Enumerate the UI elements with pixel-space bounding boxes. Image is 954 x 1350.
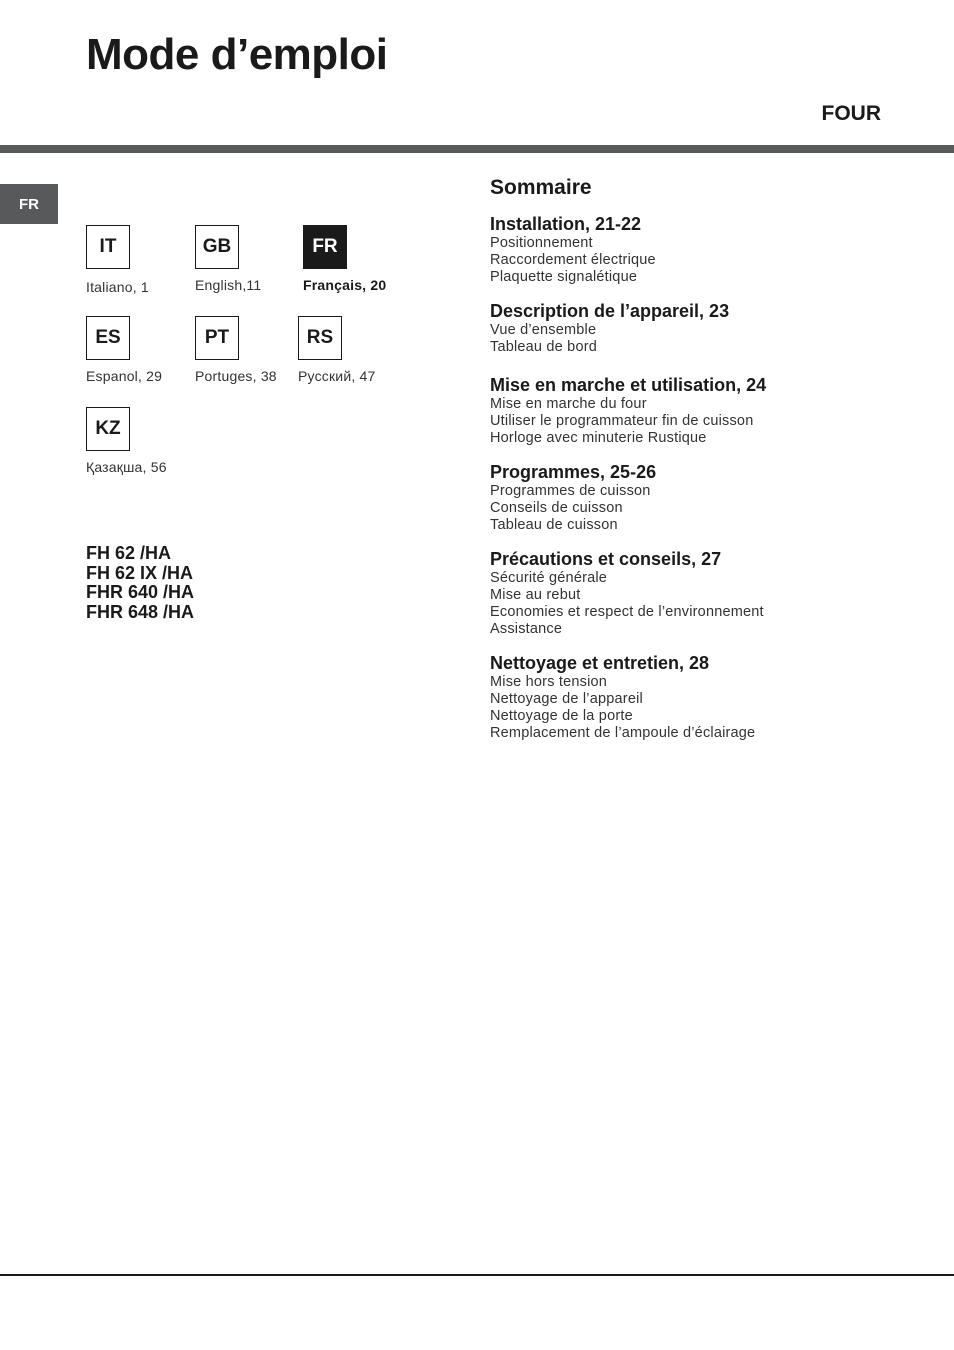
language-gb: [195, 225, 261, 293]
language-caption: Русский, 47: [298, 368, 376, 384]
language-es: [86, 316, 162, 384]
toc-item: Remplacement de l’ampoule d’éclairage: [490, 725, 756, 741]
language-caption: Espanol, 29: [86, 368, 163, 384]
toc-item: Tableau de bord: [490, 339, 597, 355]
language-fr: [303, 225, 386, 293]
toc-heading: Nettoyage et entretien, 28: [490, 653, 710, 673]
toc-item: Utiliser le programmateur fin de cuisson: [490, 413, 754, 429]
toc-item: Conseils de cuisson: [490, 500, 623, 516]
toc-item: Tableau de cuisson: [490, 517, 618, 533]
toc-item: Mise hors tension: [490, 674, 608, 690]
language-caption: English,11: [195, 277, 262, 293]
language-code-box: RS: [298, 316, 342, 360]
toc-section-programmes: [490, 462, 910, 534]
page-title: Mode d’emploi: [86, 30, 388, 79]
language-code-box-active: FR: [303, 225, 347, 269]
toc-section-precautions: [490, 549, 910, 638]
toc-item: Sécurité générale: [490, 570, 608, 586]
toc-item: Programmes de cuisson: [490, 483, 651, 499]
toc-title: Sommaire: [490, 176, 592, 199]
toc-heading: Programmes, 25-26: [490, 462, 657, 482]
language-tab: FR: [0, 184, 58, 224]
language-caption: Portuges, 38: [195, 368, 277, 384]
language-kz: [86, 407, 167, 475]
model-name: FHR 640 /HA: [86, 582, 195, 602]
toc-item: Nettoyage de l’appareil: [490, 691, 643, 707]
product-label: FOUR: [821, 102, 881, 125]
toc-section-nettoyage: [490, 653, 910, 742]
language-code-box: ES: [86, 316, 130, 360]
top-divider: [0, 145, 954, 153]
toc-heading: Mise en marche et utilisation, 24: [490, 375, 767, 395]
toc-section-description: [490, 301, 910, 356]
bottom-divider: [0, 1274, 954, 1276]
language-it: [86, 225, 149, 295]
toc-heading: Précautions et conseils, 27: [490, 549, 722, 569]
language-code-box: IT: [86, 225, 130, 269]
toc-item: Plaquette signalétique: [490, 269, 638, 285]
toc-item: Economies et respect de l’environnement: [490, 604, 764, 620]
language-code-box: PT: [195, 316, 239, 360]
model-name: FH 62 IX /HA: [86, 562, 194, 583]
language-caption-active: Français, 20: [303, 277, 387, 293]
language-code-box: KZ: [86, 407, 130, 451]
language-pt: [195, 316, 277, 384]
toc-section-mise-en-marche: [490, 375, 910, 447]
toc-item: Raccordement électrique: [490, 252, 656, 268]
toc-item: Horloge avec minuterie Rustique: [490, 430, 707, 446]
toc-item: Mise en marche du four: [490, 396, 647, 412]
model-name: FH 62 /HA: [86, 543, 172, 563]
toc-section-installation: [490, 214, 910, 286]
toc-heading: Description de l’appareil, 23: [490, 301, 730, 321]
model-name: FHR 648 /HA: [86, 601, 195, 622]
model-list: [86, 544, 194, 622]
toc-item: Vue d’ensemble: [490, 322, 597, 338]
toc-item: Nettoyage de la porte: [490, 708, 633, 724]
toc-item: Positionnement: [490, 235, 593, 251]
language-caption: Italiano, 1: [86, 279, 149, 295]
table-of-contents: [490, 176, 910, 757]
language-code-box: GB: [195, 225, 239, 269]
language-rs: [298, 316, 376, 384]
toc-item: Mise au rebut: [490, 587, 581, 603]
toc-heading: Installation, 21-22: [490, 214, 642, 234]
toc-item: Assistance: [490, 621, 563, 637]
language-caption: Қазақша, 56: [86, 459, 167, 475]
